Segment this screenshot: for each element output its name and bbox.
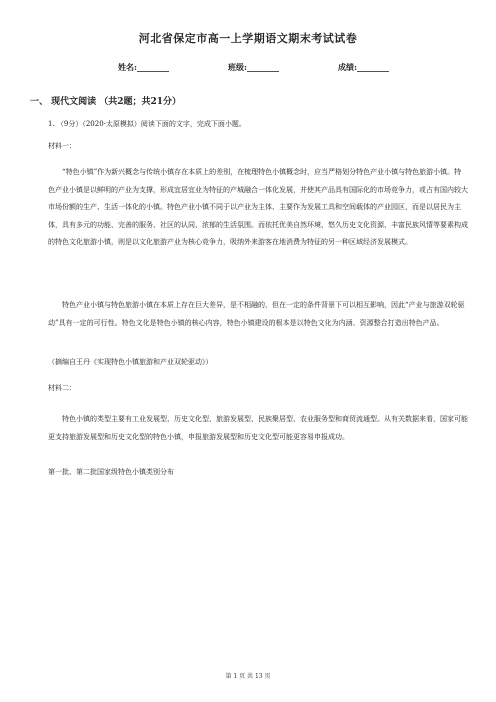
paragraph-1: “特色小镇”作为新兴概念与传统小镇存在本质上的差别，在梳理特色小镇概念时，应当严格划分特色产业小镇与特色旅游小镇。特色产业小镇是以鲜明的产业为支撑，形成宜居宜业为特征的产城融合一体化发展，并使其产品具有国际化的市场竞争力，或占有国内较大市场份额的生产、生活一体化的小镇。特色产业小镇不同于以产业为主体、主要作为发展工具和空间载体的产业园区，而是以居民为主体，具有多元的功能、完善的服务、社区的认同、浓郁的生活氛围。而依托优美自然环境、悠久历史文化资源、丰富民族风情等要素构成的特色文化旅游小镇，则是以文化旅游产业为核心竞争力，吸纳外来游客在地消费为特征的另一种区域经济发展模式。 (48, 168, 468, 246)
page-footer: 第 1 页 共 13 页 (225, 673, 271, 680)
paragraph-3: 特色小镇的类型主要有工业发展型、历史文化型、旅游发展型、民族聚居型、农业服务型和商贸流通型。从有关数据来看，国家可能更支持旅游发展型和历史文化型的特色小镇，申报旅游发展型和历史文化型可能更容易申报成功。 (48, 415, 468, 441)
paragraph-2: 特色产业小镇与特色旅游小镇在本质上存在巨大差异，是不相融的，但在一定的条件背景下可以相互影响，因此“产业与旅游双轮驱动”具有一定的可行性。特色文化是特色小镇的核心内容，特色小镇建设的根本是以特色文化为内涵、资源整合打造出特色产品。 (48, 301, 465, 327)
question-prompt: 1. （9分）（2020·太原模拟）阅读下面的文字，完成下面小题。 (48, 120, 246, 128)
score-field-label: 成绩:________ (338, 62, 389, 72)
material2-label: 材料二： (48, 384, 76, 392)
citation: （摘编自王丹《实现特色小镇旅游和产业双轮驱动》） (48, 358, 213, 366)
paragraph-4: 第一批、第二批国家级特色小镇类别分布 (48, 468, 174, 476)
section-heading: 一、 现代文阅读 （共2题；共21分） (30, 97, 182, 107)
document-title: 河北省保定市高一上学期语文期末考试试卷 (138, 32, 358, 45)
name-field-label: 姓名:________ (118, 62, 169, 72)
class-field-label: 班级:________ (228, 62, 279, 72)
material1-label: 材料一： (48, 142, 76, 150)
